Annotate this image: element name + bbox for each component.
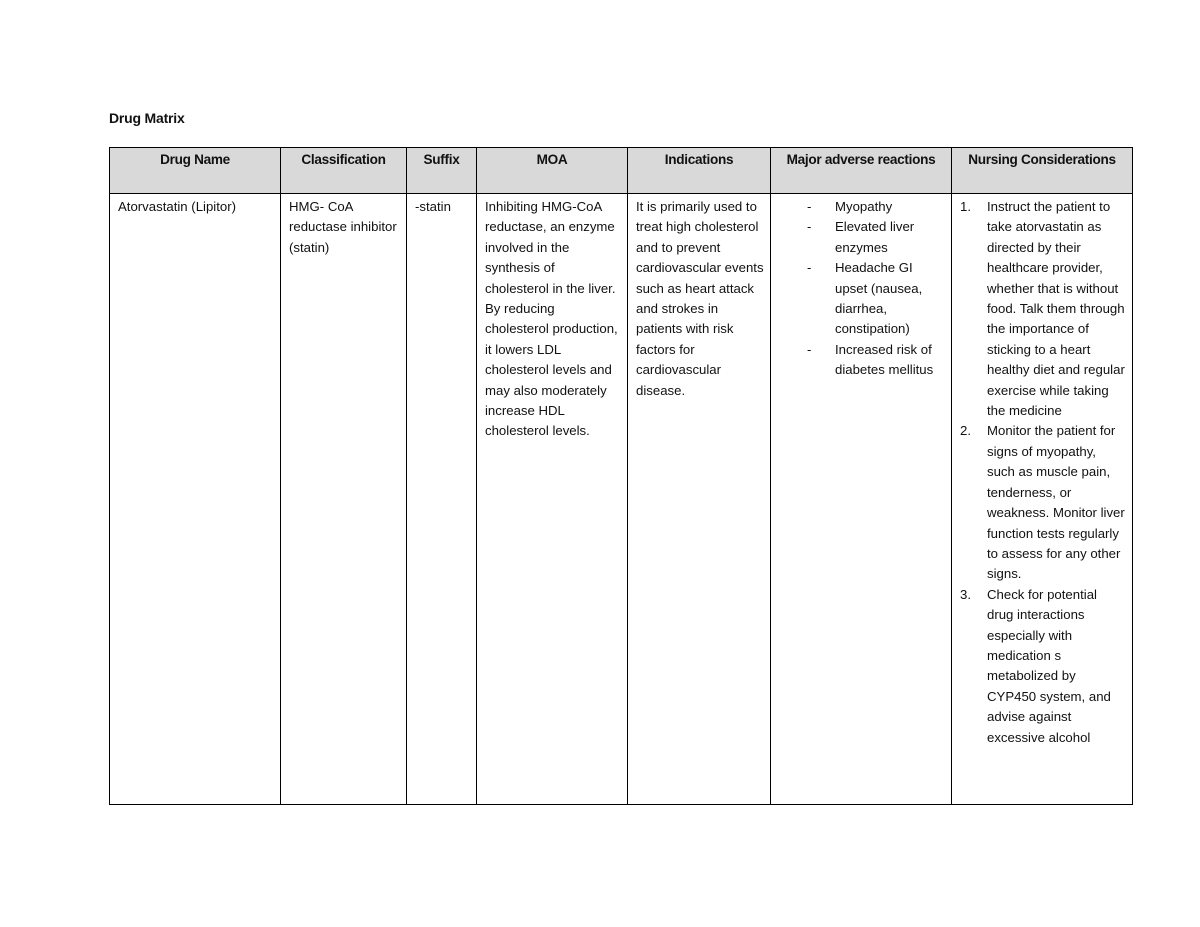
header-classification: Classification — [281, 148, 407, 194]
header-suffix: Suffix — [407, 148, 477, 194]
list-item-text: Myopathy — [835, 199, 893, 214]
drug-matrix-table — [109, 147, 1133, 805]
table-row — [110, 194, 1133, 805]
list-item — [779, 217, 945, 258]
list-item-text: Instruct the patient to take atorvastatin as directed by their healthcare provider, whether that is without food. Talk them through the importance of sticking to a heart healthy diet and regular exercise while taking the medicine — [987, 199, 1125, 419]
cell-nursing-considerations — [952, 194, 1133, 805]
cell-adverse-reactions — [771, 194, 952, 805]
list-item — [960, 421, 1126, 584]
adverse-reactions-list — [779, 197, 945, 381]
cell-suffix: -statin — [407, 194, 477, 805]
list-item-text: Increased risk of diabetes mellitus — [835, 341, 934, 378]
header-nursing-considerations: Nursing Considerations — [952, 148, 1133, 194]
dash-bullet: - — [807, 199, 812, 214]
list-number: 2. — [960, 423, 971, 439]
header-indications: Indications — [628, 148, 771, 194]
header-adverse-reactions: Major adverse reactions — [771, 148, 952, 194]
list-item-text: Headache GI upset (nausea, diarrhea, constipation) — [835, 260, 923, 337]
dash-bullet: - — [807, 260, 812, 276]
cell-indications: It is primarily used to treat high cholesterol and to prevent cardiovascular events such as heart attack and strokes in patients with risk factors for cardiovascular disease. — [628, 194, 771, 805]
cell-drug-name: Atorvastatin (Lipitor) — [110, 194, 281, 805]
list-item-text: Elevated liver enzymes — [835, 219, 915, 255]
header-drug-name: Drug Name — [110, 148, 281, 194]
header-row — [110, 148, 1133, 194]
list-number: 1. — [960, 199, 971, 214]
list-item-text: Check for potential drug interactions especially with medication s metabolized by CYP450 system, and advise against excessive alcohol — [987, 586, 1111, 745]
header-moa: MOA — [477, 148, 628, 194]
page-title: Drug Matrix — [109, 110, 185, 126]
dash-bullet: - — [807, 341, 812, 357]
list-item — [960, 585, 1126, 748]
nursing-considerations-list — [960, 197, 1126, 748]
list-item-text: Monitor the patient for signs of myopathy, such as muscle pain, tenderness, or weakness. Monitor liver function tests regularly to assess for any other signs. — [987, 423, 1125, 582]
cell-classification: HMG- CoA reductase inhibitor (statin) — [281, 194, 407, 805]
dash-bullet: - — [807, 219, 812, 235]
list-item — [779, 258, 945, 340]
list-number: 3. — [960, 586, 971, 602]
list-item — [779, 197, 945, 217]
cell-moa: Inhibiting HMG-CoA reductase, an enzyme involved in the synthesis of cholesterol in the liver. By reducing cholesterol production, it lowers LDL cholesterol levels and may also moderately increase HDL cholesterol levels. — [477, 194, 628, 805]
list-item — [779, 340, 945, 381]
list-item — [960, 197, 1126, 421]
